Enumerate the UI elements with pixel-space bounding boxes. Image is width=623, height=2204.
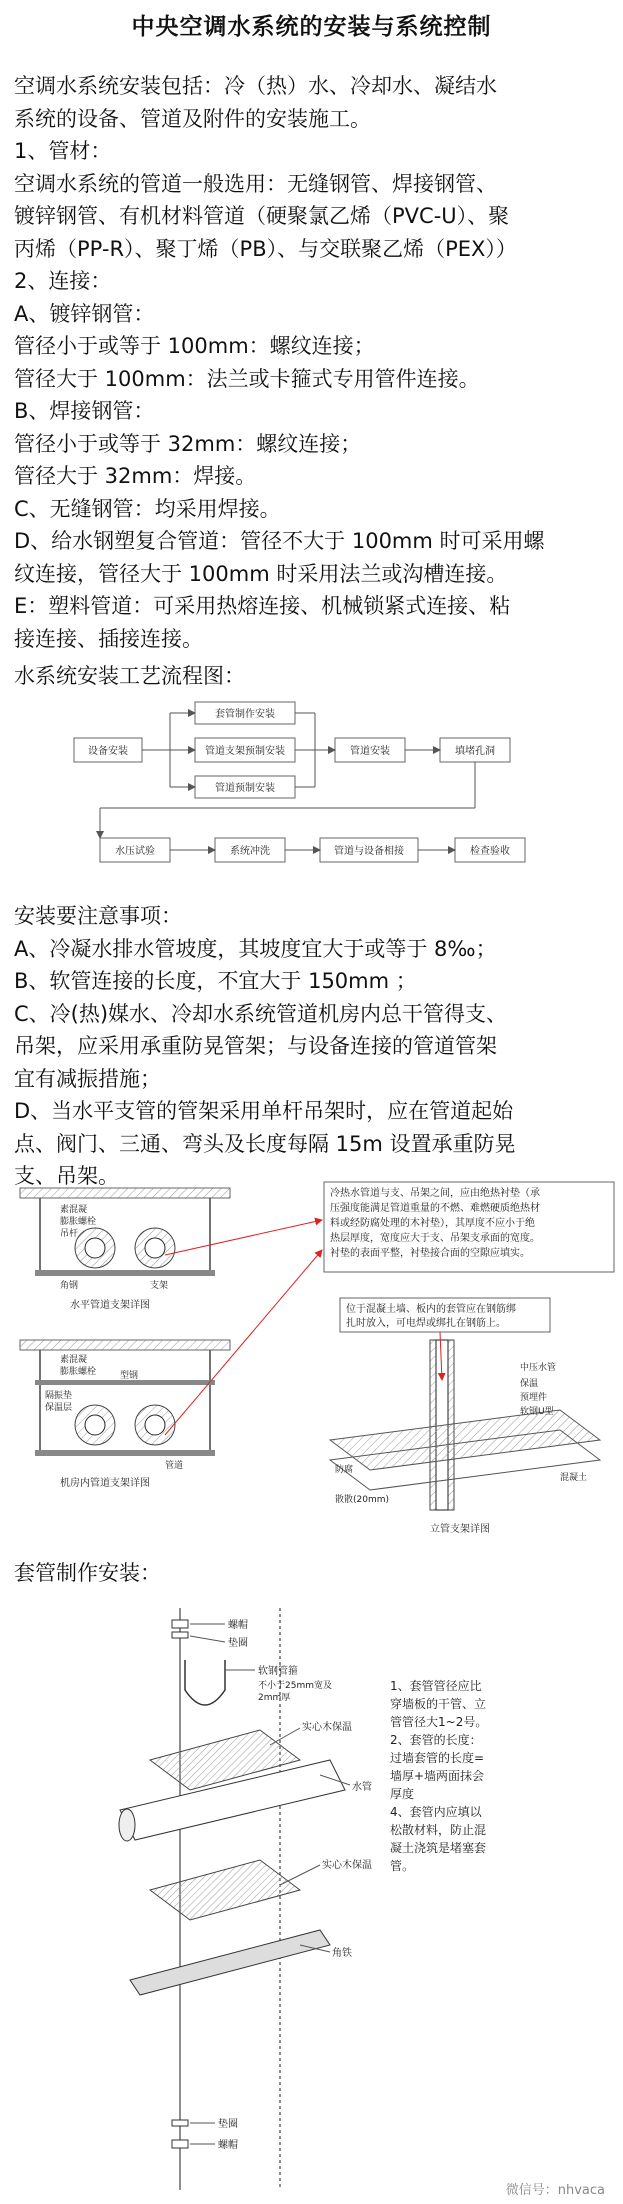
support-label: 支架: [150, 1281, 169, 1291]
body-line: 管径小于或等于 100mm：螺纹连接；: [14, 334, 375, 358]
flow-chart: [0, 690, 623, 890]
body-line: 2、连接：: [14, 269, 112, 293]
riser-note-line: 位于混凝土墙、板内的套管应在钢筋绑: [346, 1304, 516, 1315]
flow-step-flush-label: 系统冲洗: [230, 846, 270, 857]
flow-chart-title: 水系统安装工艺流程图：: [14, 664, 245, 688]
flow-step-sleeve-label: 套管制作安装: [215, 709, 275, 720]
sleeve-note-line: 2、套管的长度：: [390, 1733, 482, 1747]
body-line: 丙烯（PP-R）、聚丁烯（PB）、与交联聚乙烯（PEX））: [14, 236, 517, 261]
body-line: 管径小于或等于 32mm：螺纹连接；: [14, 431, 362, 456]
support-detail-figure: [0, 1180, 623, 1550]
support-label: 管道: [165, 1461, 184, 1471]
support-label: 保温层: [45, 1403, 73, 1413]
riser-label: 软钢U型: [520, 1407, 554, 1417]
sleeve-note-line: 厚度: [390, 1787, 415, 1801]
flow-step-connect-label: 管道与设备相接: [334, 846, 404, 857]
note-line: D、当水平支管的管架采用单杆吊架时，应在管道起始: [14, 1099, 514, 1123]
sleeve-note-line: 4、套管内应填以: [390, 1805, 482, 1819]
support-label: 素混凝: [60, 1205, 88, 1215]
sleeve-label: 角铁: [332, 1948, 352, 1959]
body-line: 接连接、插接连接。: [14, 626, 203, 651]
support-caption: 水平管道支架详图: [70, 1300, 150, 1311]
support-note-line: 料或经防腐处理的木衬垫），其厚度不应小于绝: [330, 1218, 535, 1229]
support-caption: 机房内管道支架详图: [60, 1478, 150, 1489]
body-line: 纹连接，管径大于 100mm 时采用法兰或沟槽连接。: [14, 561, 508, 586]
watermark: 微信号：nhvaca: [505, 2183, 605, 2198]
body-text: [14, 70, 614, 655]
support-note-line: 衬垫的表面平整，衬垫接合面的空隙应填实。: [330, 1248, 530, 1259]
note-line: 点、阀门、三通、弯头及长度每隔 15m 设置承重防晃: [14, 1131, 516, 1156]
body-line: B、焊接钢管：: [14, 399, 155, 423]
note-line: B、软管连接的长度，不宜大于 150mm ；: [14, 969, 417, 993]
body-line: 空调水系统安装包括：冷（热）水、冷却水、凝结水: [14, 74, 497, 98]
body-line: 系统的设备、管道及附件的安装施工。: [14, 106, 371, 131]
note-line: 支、吊架。: [14, 1164, 119, 1188]
riser-label: 保温: [520, 1379, 539, 1389]
body-line: 管径大于 32mm：焊接。: [14, 464, 257, 488]
note-line: 宜有减振措施；: [14, 1066, 161, 1091]
flow-step-check-label: 检查验收: [470, 846, 510, 857]
sleeve-figure: [0, 1600, 623, 2200]
riser-note-line: 扎时放入，可电焊或绑扎在钢筋上。: [346, 1318, 506, 1329]
flow-step-equip-label: 设备安装: [88, 746, 128, 757]
sleeve-note-line: 过墙套管的长度=: [390, 1751, 485, 1765]
support-label: 隔振垫: [45, 1391, 73, 1401]
body-line: 镀锌钢管、有机材料管道（硬聚氯乙烯（PVC-U）、聚: [14, 204, 510, 228]
body-line: 管径大于 100mm：法兰或卡箍式专用管件连接。: [14, 366, 480, 391]
support-label: 吊杆: [60, 1229, 79, 1239]
sleeve-label: 实心木保温: [322, 1860, 372, 1871]
flow-step-hole-label: 填堵孔洞: [455, 746, 495, 757]
riser-label: 混凝土: [560, 1473, 588, 1483]
note-line: C、冷(热)媒水、冷却水系统管道机房内总干管得支、: [14, 1001, 508, 1026]
sleeve-label: 实心木保温: [302, 1722, 352, 1733]
riser-label: 散散(20mm): [335, 1495, 390, 1505]
sleeve-note-line: 松散材料，防止混: [390, 1823, 487, 1837]
support-label: 膨胀螺栓: [60, 1217, 97, 1227]
flow-step-prefab-label: 管道预制安装: [215, 783, 275, 794]
body-line: A、镀锌钢管：: [14, 301, 155, 326]
support-note-line: 冷热水管道与支、吊架之间，应由绝热衬垫（承: [330, 1188, 540, 1199]
riser-label: 预埋件: [520, 1393, 548, 1403]
body-line: 1、管材：: [14, 139, 112, 163]
body-line: 空调水系统的管道一般选用：无缝钢管、焊接钢管、: [14, 171, 497, 196]
sleeve-note-line: 管管径大1~2号。: [390, 1715, 488, 1729]
sleeve-note-line: 管。: [390, 1859, 415, 1873]
body-line: C、无缝钢管：均采用焊接。: [14, 496, 281, 521]
body-line: D、给水钢塑复合管道：管径不大于 100mm 时可采用螺: [14, 529, 545, 553]
flow-step-support-label: 管道支架预制安装: [205, 746, 285, 757]
sleeve-label: 不小于25mm宽及: [258, 1681, 332, 1691]
flow-step-pipe-label: 管道安装: [350, 746, 390, 757]
note-line: A、冷凝水排水管坡度，其坡度宜大于或等于 8‰；: [14, 936, 497, 961]
page-title: 中央空调水系统的安装与系统控制: [131, 14, 492, 40]
sleeve-label: 垫圈: [228, 1638, 248, 1649]
riser-label: 中压水管: [520, 1363, 557, 1373]
sleeve-note-line: 凝土浇筑是堵塞套: [390, 1841, 487, 1855]
sleeve-label: 水管: [352, 1782, 372, 1793]
sleeve-label: 螺帽: [228, 1620, 248, 1631]
body-line: E：塑料管道：可采用热熔连接、机械锁紧式连接、粘: [14, 594, 511, 618]
riser-label: 防腐: [335, 1465, 354, 1475]
sleeve-section-title: 套管制作安装：: [14, 1561, 161, 1585]
support-label: 素混凝: [60, 1355, 88, 1365]
sleeve-label: 软钢管箍: [258, 1666, 298, 1677]
sleeve-label: 垫圈: [218, 2119, 238, 2130]
notes-section: [14, 900, 614, 1193]
flow-step-pressure-label: 水压试验: [115, 846, 155, 857]
sleeve-note-line: 1、套管管径应比: [390, 1679, 482, 1693]
sleeve-note-line: 墙厚+墙两面抹会: [390, 1769, 485, 1783]
sleeve-label: 螺帽: [218, 2140, 238, 2151]
riser-caption: 立管支架详图: [430, 1524, 490, 1535]
sleeve-note-line: 穿墙板的干管、立: [390, 1697, 487, 1711]
notes-title: 安装要注意事项：: [14, 904, 182, 928]
note-line: 吊架，应采用承重防晃管架；与设备连接的管道管架: [14, 1034, 497, 1058]
support-note-line: 压强度能满足管道重量的不燃、难燃硬质绝热材: [330, 1203, 540, 1214]
support-label: 型钢: [120, 1371, 139, 1381]
support-label: 角钢: [60, 1281, 79, 1291]
support-label: 膨胀螺栓: [60, 1367, 97, 1377]
support-note-line: 热层厚度，宽度应大于支、吊架支承面的宽度。: [330, 1233, 540, 1244]
sleeve-label: 2mm厚: [258, 1693, 291, 1703]
